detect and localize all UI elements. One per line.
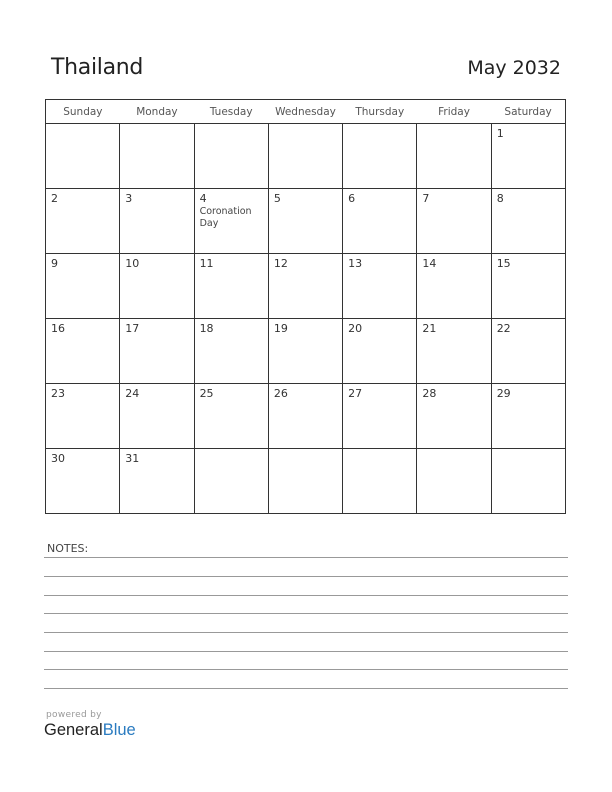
note-line <box>44 632 568 633</box>
day-cell <box>268 189 342 254</box>
day-number <box>417 449 490 452</box>
day-number: 29 <box>496 387 511 400</box>
day-cell <box>417 384 491 449</box>
day-number: 22 <box>496 322 511 335</box>
day-cell <box>46 384 120 449</box>
weekday-monday: Monday <box>120 100 194 124</box>
day-number <box>195 449 268 452</box>
day-cell <box>491 124 565 189</box>
day-number: 2 <box>51 192 58 205</box>
note-line <box>44 651 568 652</box>
day-number: 4 <box>199 192 207 205</box>
day-number: 11 <box>199 257 214 270</box>
day-cell <box>491 384 565 449</box>
day-cell <box>268 449 342 514</box>
day-number: 21 <box>422 322 437 335</box>
day-number: 8 <box>496 192 504 205</box>
day-number <box>195 124 268 127</box>
weekday-saturday: Saturday <box>491 100 565 124</box>
day-number: 10 <box>125 257 140 270</box>
day-number: 23 <box>51 387 65 400</box>
day-number: 13 <box>348 257 363 270</box>
day-number: 12 <box>273 257 288 270</box>
weekday-sunday: Sunday <box>46 100 120 124</box>
weekday-wednesday: Wednesday <box>268 100 342 124</box>
day-number <box>46 124 119 127</box>
day-number <box>417 124 490 127</box>
day-cell <box>120 124 194 189</box>
day-cell <box>343 124 417 189</box>
day-cell <box>194 384 268 449</box>
weekday-tuesday: Tuesday <box>194 100 268 124</box>
note-line <box>44 669 568 670</box>
day-number: 9 <box>51 257 58 270</box>
day-cell <box>120 319 194 384</box>
day-number <box>269 449 342 452</box>
day-number: 27 <box>348 387 363 400</box>
day-cell <box>194 319 268 384</box>
day-number <box>343 449 416 452</box>
week-row <box>46 319 566 384</box>
day-cell <box>491 254 565 319</box>
day-number: 28 <box>422 387 437 400</box>
day-cell <box>417 124 491 189</box>
day-cell <box>194 124 268 189</box>
day-cell <box>491 189 565 254</box>
day-cell <box>343 319 417 384</box>
note-line <box>44 557 568 558</box>
week-row <box>46 124 566 189</box>
generalblue-logo[interactable] <box>44 721 136 740</box>
day-number: 17 <box>125 322 140 335</box>
day-number: 31 <box>125 452 140 465</box>
day-number: 3 <box>125 192 133 205</box>
day-number: 25 <box>199 387 214 400</box>
day-cell <box>343 189 417 254</box>
day-cell <box>417 449 491 514</box>
day-cell <box>120 384 194 449</box>
day-number: 30 <box>51 452 65 465</box>
day-cell <box>46 319 120 384</box>
weekday-friday: Friday <box>417 100 491 124</box>
day-number: 15 <box>496 257 511 270</box>
note-line <box>44 613 568 614</box>
day-number: 18 <box>199 322 214 335</box>
day-number: 5 <box>273 192 281 205</box>
day-number: 20 <box>348 322 363 335</box>
day-cell <box>46 254 120 319</box>
calendar-grid <box>45 99 566 514</box>
day-cell <box>417 319 491 384</box>
day-number <box>269 124 342 127</box>
day-cell <box>343 254 417 319</box>
day-cell <box>491 449 565 514</box>
day-cell <box>268 384 342 449</box>
note-line <box>44 576 568 577</box>
week-row <box>46 189 566 254</box>
day-number: 7 <box>422 192 430 205</box>
day-cell <box>194 189 268 254</box>
day-number: 19 <box>273 322 288 335</box>
day-cell <box>46 124 120 189</box>
day-cell <box>417 189 491 254</box>
country-title: Thailand <box>51 55 144 80</box>
week-row <box>46 254 566 319</box>
day-cell <box>343 384 417 449</box>
day-number: 14 <box>422 257 437 270</box>
day-cell <box>268 124 342 189</box>
day-number: 24 <box>125 387 140 400</box>
note-line <box>44 688 568 689</box>
holiday-event: Coronation Day <box>199 206 252 229</box>
day-number: 26 <box>273 387 288 400</box>
weekday-thursday: Thursday <box>343 100 417 124</box>
logo-text-general: General <box>44 721 103 739</box>
day-cell <box>268 319 342 384</box>
day-cell <box>120 254 194 319</box>
month-year-title: May 2032 <box>467 57 561 79</box>
day-number <box>492 449 565 452</box>
day-number: 1 <box>496 127 504 140</box>
day-cell <box>120 189 194 254</box>
day-number <box>343 124 416 127</box>
day-cell <box>46 189 120 254</box>
day-number: 16 <box>51 322 65 335</box>
day-cell <box>46 449 120 514</box>
day-cell <box>194 449 268 514</box>
week-row <box>46 449 566 514</box>
day-cell <box>343 449 417 514</box>
day-cell <box>120 449 194 514</box>
logo-text-blue: Blue <box>102 721 136 739</box>
notes-label: NOTES: <box>47 542 89 555</box>
day-cell <box>194 254 268 319</box>
note-line <box>44 595 568 596</box>
week-row <box>46 384 566 449</box>
powered-by-text: powered by <box>46 710 102 720</box>
day-cell <box>417 254 491 319</box>
day-cell <box>491 319 565 384</box>
day-number <box>120 124 193 127</box>
day-cell <box>268 254 342 319</box>
day-number: 6 <box>348 192 356 205</box>
weekday-header-row <box>46 100 566 124</box>
